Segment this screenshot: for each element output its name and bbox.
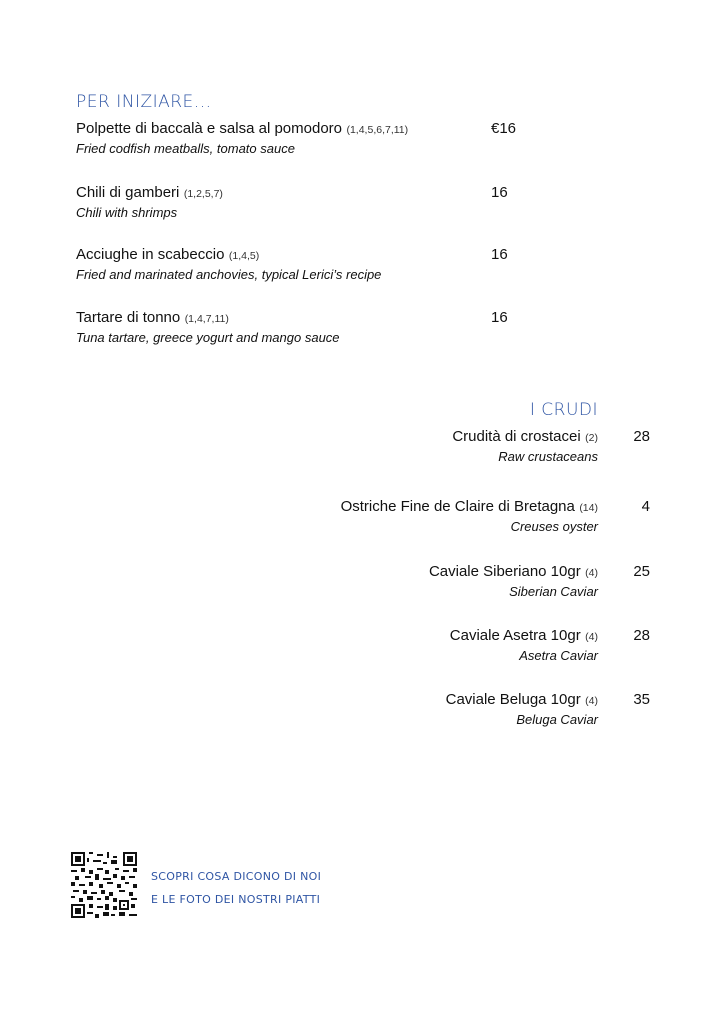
allergens: (4) <box>585 695 598 707</box>
dish-price: €16 <box>491 120 517 137</box>
allergens: (1,2,5,7) <box>183 188 223 200</box>
dish-price: 16 <box>491 246 508 263</box>
dish-description: Fried codfish meatballs, tomato sauce <box>76 141 295 156</box>
allergens: (1,4,7,11) <box>184 313 229 325</box>
menu-item-raw <box>429 563 598 599</box>
allergens: (2) <box>585 432 598 444</box>
menu-item-raw <box>452 428 598 464</box>
dish-name: Caviale Asetra 10gr <box>449 627 581 644</box>
menu-item-starter <box>76 120 408 156</box>
dish-price: 4 <box>641 498 650 515</box>
dish-price: 16 <box>491 184 508 201</box>
allergens: (4) <box>585 631 598 643</box>
dish-price: 28 <box>633 428 650 445</box>
dish-price: 35 <box>633 691 650 708</box>
dish-name: Polpette di baccalà e salsa al pomodoro <box>76 120 343 137</box>
dish-description: Asetra Caviar <box>519 648 598 663</box>
dish-description: Siberian Caviar <box>509 584 598 599</box>
dish-description: Tuna tartare, greece yogurt and mango sauce <box>76 330 340 345</box>
dish-name: Caviale Siberiano 10gr <box>428 563 581 580</box>
allergens: (4) <box>585 567 598 579</box>
allergens: (1,4,5,6,7,11) <box>346 124 409 136</box>
dish-name: Chili di gamberi <box>76 184 180 201</box>
dish-description: Raw crustaceans <box>498 449 598 464</box>
dish-price: 28 <box>633 627 650 644</box>
dish-description: Beluga Caviar <box>516 712 598 727</box>
qr-code-icon[interactable] <box>71 852 137 918</box>
qr-caption-line-1: SCOPRI COSA DICONO DI NOI <box>151 870 322 883</box>
dish-name: Caviale Beluga 10gr <box>445 691 581 708</box>
allergens: (14) <box>579 502 598 514</box>
menu-item-starter <box>76 246 381 282</box>
dish-name: Acciughe in scabeccio <box>76 246 225 263</box>
dish-description: Chili with shrimps <box>76 205 178 220</box>
section-title-starters: PER INIZIARE... <box>76 92 212 112</box>
dish-price: 25 <box>633 563 650 580</box>
dish-name: Tartare di tonno <box>76 309 181 326</box>
qr-caption-line-2: E LE FOTO DEI NOSTRI PIATTI <box>151 893 321 906</box>
allergens: (1,4,5) <box>228 250 260 262</box>
dish-name: Crudità di crostacei <box>452 428 581 445</box>
menu-item-raw <box>341 498 598 534</box>
dish-description: Fried and marinated anchovies, typical Lerici’s recipe <box>76 267 382 282</box>
menu-item-raw <box>446 691 598 727</box>
menu-item-starter <box>76 309 340 345</box>
menu-item-raw <box>450 627 598 663</box>
dish-name: Ostriche Fine de Claire di Bretagna <box>340 498 575 515</box>
menu-item-starter <box>76 184 223 220</box>
section-title-raw: I CRUDI <box>529 400 598 420</box>
dish-description: Creuses oyster <box>510 519 598 534</box>
dish-price: 16 <box>491 309 508 326</box>
